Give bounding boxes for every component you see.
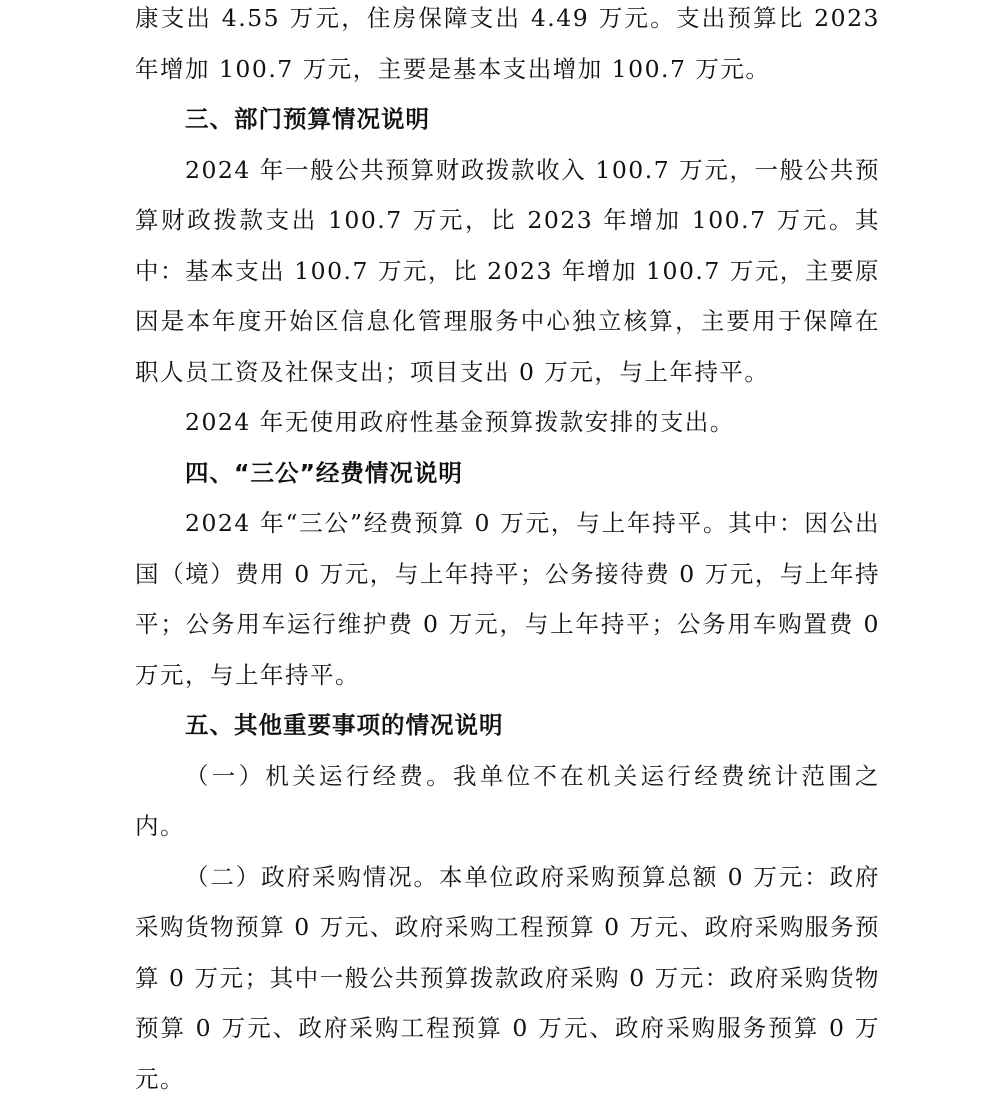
- paragraph-three-public-expenses: 2024 年“三公”经费预算 0 万元，与上年持平。其中：因公出国（境）费用 0 万元，与上年持平；公务接待费 0 万元，与上年持平；公务用车运行维护费 0 万元，与上年持平；公务用车购置费 0 万元，与上年持平。: [135, 498, 880, 700]
- heading-section-3: 三、部门预算情况说明: [135, 94, 880, 145]
- paragraph-budget-details: 2024 年一般公共预算财政拨款收入 100.7 万元，一般公共预算财政拨款支出 100.7 万元，比 2023 年增加 100.7 万元。其中：基本支出 100.7 万元，比 2023 年增加 100.7 万元，主要原因是本年度开始区信息化管理服务中心独立核算，主要用于保障在职人员工资及社保支出；项目支出 0 万元，与上年持平。: [135, 145, 880, 398]
- heading-section-5: 五、其他重要事项的情况说明: [135, 700, 880, 751]
- paragraph-government-procurement: （二）政府采购情况。本单位政府采购预算总额 0 万元：政府采购货物预算 0 万元、政府采购工程预算 0 万元、政府采购服务预算 0 万元；其中一般公共预算拨款政府采购 0 万元：政府采购货物预算 0 万元、政府采购工程预算 0 万元、政府采购服务预算 0 万元。: [135, 852, 880, 1104]
- paragraph-government-fund: 2024 年无使用政府性基金预算拨款安排的支出。: [135, 397, 880, 448]
- heading-section-4: 四、“三公”经费情况说明: [135, 448, 880, 499]
- paragraph-operating-expenses: （一）机关运行经费。我单位不在机关运行经费统计范围之内。: [135, 751, 880, 852]
- paragraph-expenditure-summary: 康支出 4.55 万元，住房保障支出 4.49 万元。支出预算比 2023 年增加 100.7 万元，主要是基本支出增加 100.7 万元。: [135, 0, 880, 94]
- document-body: [135, 0, 880, 1104]
